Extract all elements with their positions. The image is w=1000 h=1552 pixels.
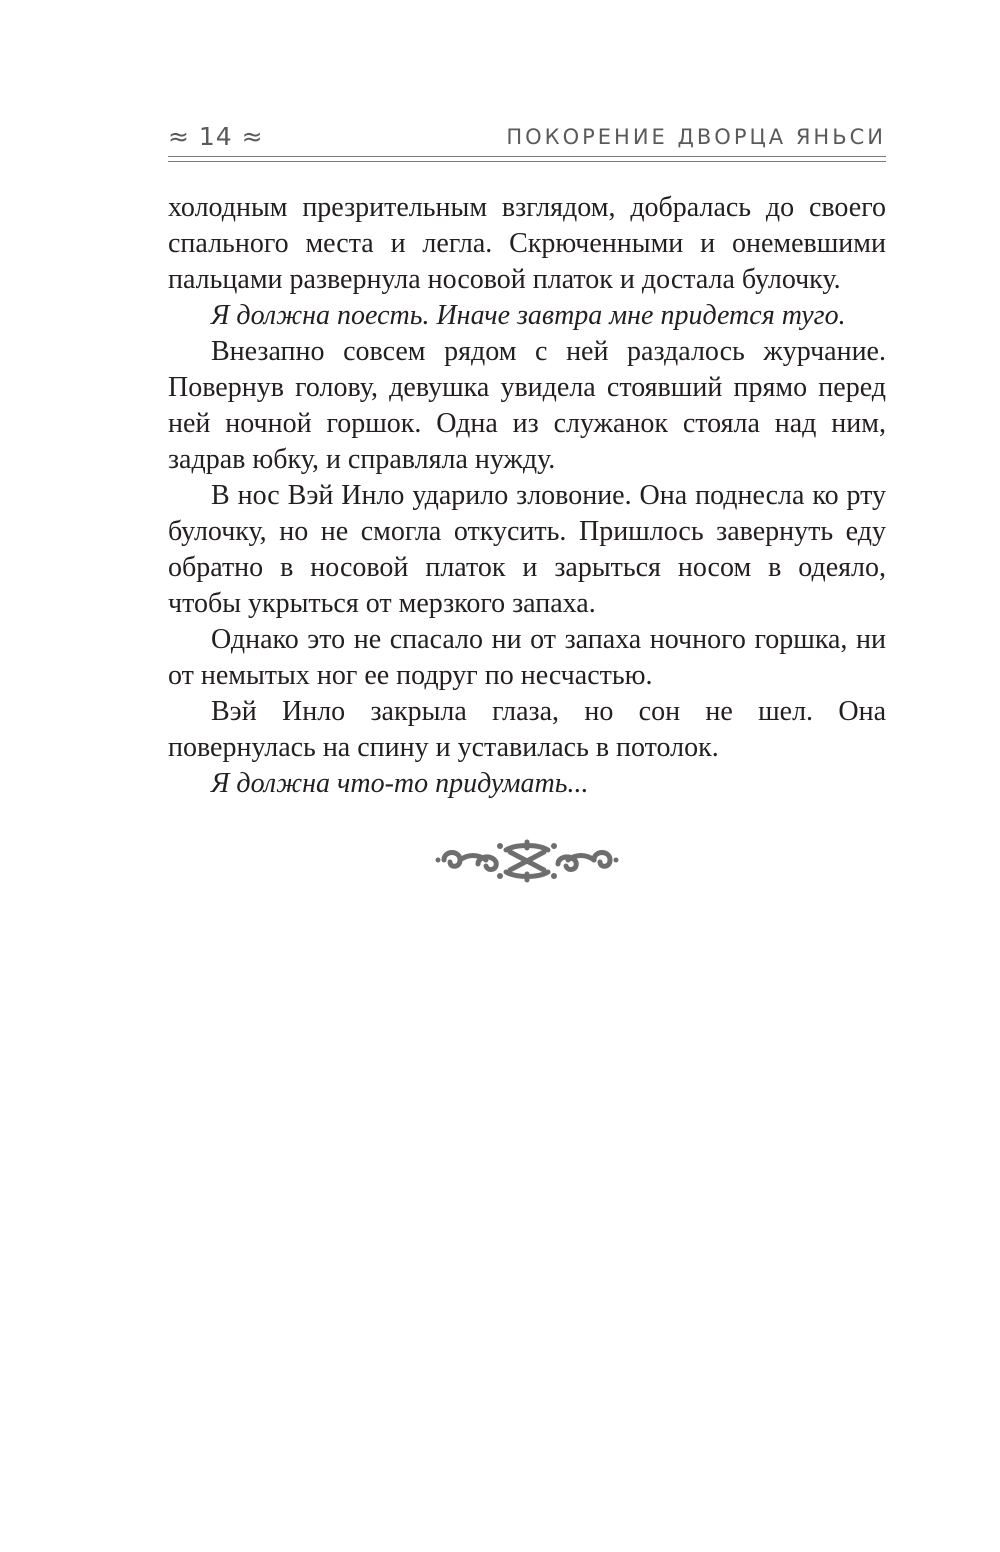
paragraph-thought: Я должна поесть. Иначе завтра мне придется туго. xyxy=(211,300,846,331)
paragraph-thought: Я должна что-то придумать... xyxy=(211,768,589,799)
paragraph: Вэй Инло закрыла глаза, но сон не шел. Она повернулась на спину и уставилась в потолок. xyxy=(168,696,886,763)
header-rule-bottom xyxy=(168,161,886,162)
page-number: ≈ 14 ≈ xyxy=(168,122,264,151)
ornament-divider-icon xyxy=(434,834,620,886)
running-header xyxy=(168,120,886,156)
body-text xyxy=(168,190,886,802)
paragraph: В нос Вэй Инло ударило зловоние. Она поднесла ко рту булочку, но не смогла откусить. Пришлось завернуть еду обратно в носовой платок и зарыться носом в одеяло, чтобы укрыться от мерзкого запаха. xyxy=(168,480,886,619)
header-rule-top xyxy=(168,156,886,157)
paragraph: Внезапно совсем рядом с ней раздалось журчание. Повернув голову, девушка увидела стоявший прямо перед ней ночной горшок. Одна из служанок стояла над ним, задрав юбку, и справляла нужду. xyxy=(168,336,886,475)
paragraph-continued: холодным презрительным взглядом, добралась до своего спального места и легла. Скрюченными и онемевшими пальцами развернула носовой платок и достала булочку. xyxy=(168,192,886,295)
paragraph: Однако это не спасало ни от запаха ночного горшка, ни от немытых ног ее подруг по несчастью. xyxy=(168,624,886,691)
running-title: ПОКОРЕНИЕ ДВОРЦА ЯНЬСИ xyxy=(506,125,886,149)
